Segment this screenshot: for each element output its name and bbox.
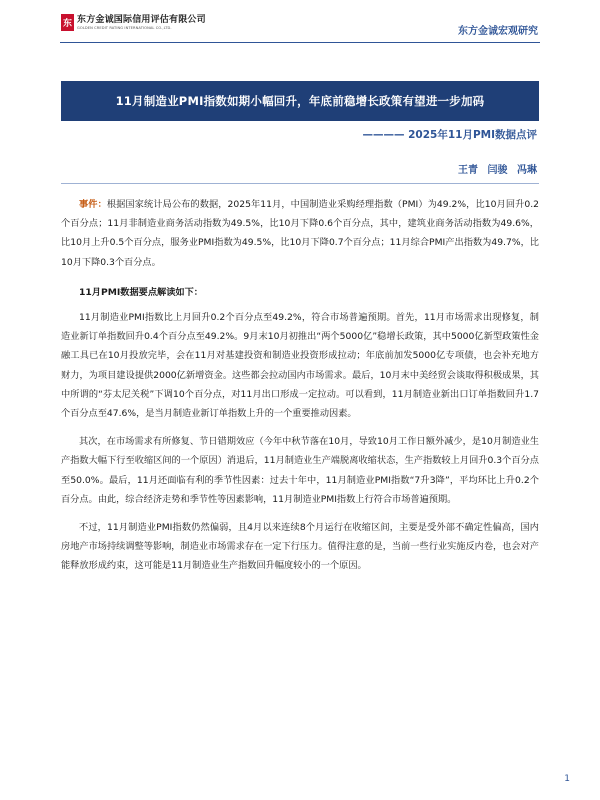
header-divider bbox=[60, 42, 540, 43]
page-number: 1 bbox=[564, 774, 570, 784]
report-title-band bbox=[61, 81, 539, 121]
report-authors: 王青 闫骏 冯琳 bbox=[458, 165, 537, 176]
report-title: 11月制造业PMI指数如期小幅回升，年底前稳增长政策有望进一步加码 bbox=[115, 94, 485, 108]
company-logo bbox=[61, 14, 206, 31]
body-paragraph: 11月制造业PMI指数比上月回升0.2个百分点至49.2%，符合市场普遍预期。首先，11月市场需求出现修复，制造业新订单指数回升0.4个百分点至49.2%。9月末10月初推出“两个5000亿”稳增长政策，其中5000亿新型政策性金融工具已在10月投放完毕，会在11月对基建投资和制造业投资形成拉动；年底前加发5000亿专项债，也会补充地方财力，为项目建设提供2000亿新增资金。这些都会拉动国内市场需求。最后，10月末中美经贸会谈取得积极成果，其中所谓的“芬太尼关税”下调10个百分点，对11月出口形成一定拉动。可以看到，11月制造业新出口订单指数回升1.7个百分点至47.6%，是当月制造业新订单指数上升的一个重要推动因素。 bbox=[61, 312, 539, 420]
header-series-title: 东方金诚宏观研究 bbox=[458, 26, 538, 37]
report-body bbox=[61, 195, 539, 576]
event-paragraph bbox=[61, 195, 539, 272]
logo-company-name-en: GOLDEN CREDIT RATING INTERNATIONAL CO.,LTD. bbox=[77, 25, 172, 30]
logo-company-name: 东方金诚国际信用评估有限公司 bbox=[77, 14, 206, 25]
event-text: 根据国家统计局公布的数据，2025年11月，中国制造业采购经理指数（PMI）为49.2%，比10月回升0.2个百分点；11月非制造业商务活动指数为49.5%，比10月下降0.6个百分点，其中，建筑业商务活动指数为49.6%，比10月上升0.5个百分点，服务业PMI指数为49.5%，比10月下降0.7个百分点；11月综合PMI产出指数为49.7%，比10月下降0.3个百分点。 bbox=[61, 199, 539, 268]
body-paragraph: 不过，11月制造业PMI指数仍然偏弱，且4月以来连续8个月运行在收缩区间，主要是受外部不确定性偏高，国内房地产市场持续调整等影响，制造业市场需求存在一定下行压力。值得注意的是，当前一些行业实施反内卷，也会对产能释放形成约束，这可能是11月制造业生产指数回升幅度较小的一个原因。 bbox=[61, 522, 539, 572]
body-paragraph: 其次，在市场需求有所修复、节日错期效应（今年中秋节落在10月，导致10月工作日额外减少，是10月制造业生产指数大幅下行至收缩区间的一个原因）消退后，11月制造业生产端脱离收缩状态，生产指数较上月回升0.3个百分点至50.0%。最后，11月还面临有利的季节性因素：过去十年中，11月制造业PMI指数“7升3降”，平均环比上升0.2个百分点。由此，综合经济走势和季节性等因素影响，11月制造业PMI指数上行符合市场普遍预期。 bbox=[61, 436, 539, 505]
title-divider bbox=[61, 183, 539, 184]
report-subtitle: ———— 2025年11月PMI数据点评 bbox=[362, 129, 537, 141]
event-label: 事件： bbox=[79, 199, 107, 210]
page-header bbox=[0, 0, 600, 46]
section-title: 11月PMI数据要点解读如下： bbox=[79, 286, 203, 298]
logo-mark-icon: 东 bbox=[61, 14, 74, 31]
